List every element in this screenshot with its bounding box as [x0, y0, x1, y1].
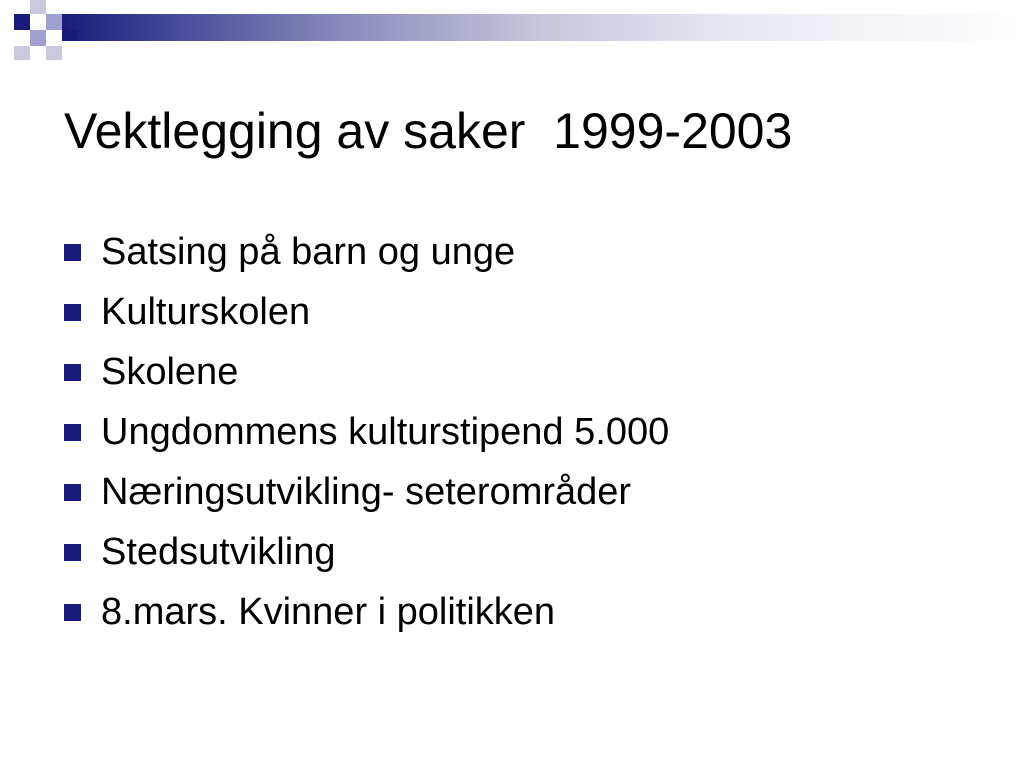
square-bullet-icon [64, 544, 81, 561]
decorative-square [30, 30, 46, 46]
decorative-square [46, 46, 62, 60]
bullet-item [64, 582, 669, 642]
slide-title: Vektlegging av saker 1999-2003 [64, 103, 793, 159]
bullet-text: Stedsutvikling [101, 531, 336, 573]
decorative-square [62, 30, 78, 41]
bullet-list [64, 222, 669, 642]
square-bullet-icon [64, 424, 81, 441]
bullet-text: 8.mars. Kvinner i politikken [101, 591, 556, 633]
square-bullet-icon [64, 364, 81, 381]
square-bullet-icon [64, 244, 81, 261]
decorative-square [14, 46, 30, 60]
decorative-square [46, 14, 62, 30]
bullet-item [64, 522, 669, 582]
bullet-text: Næringsutvikling- seterområder [101, 471, 632, 513]
bullet-text: Skolene [101, 351, 239, 393]
bullet-item [64, 282, 669, 342]
header-gradient-bar [62, 14, 1024, 41]
decorative-square [30, 0, 46, 14]
bullet-item [64, 222, 669, 282]
bullet-item [64, 342, 669, 402]
decorative-square [14, 14, 30, 30]
bullet-text: Kulturskolen [101, 291, 311, 333]
bullet-text: Satsing på barn og unge [101, 231, 516, 273]
square-bullet-icon [64, 304, 81, 321]
bullet-text: Ungdommens kulturstipend 5.000 [101, 411, 670, 453]
square-bullet-icon [64, 484, 81, 501]
bullet-item [64, 402, 669, 462]
bullet-item [64, 462, 669, 522]
square-bullet-icon [64, 604, 81, 621]
